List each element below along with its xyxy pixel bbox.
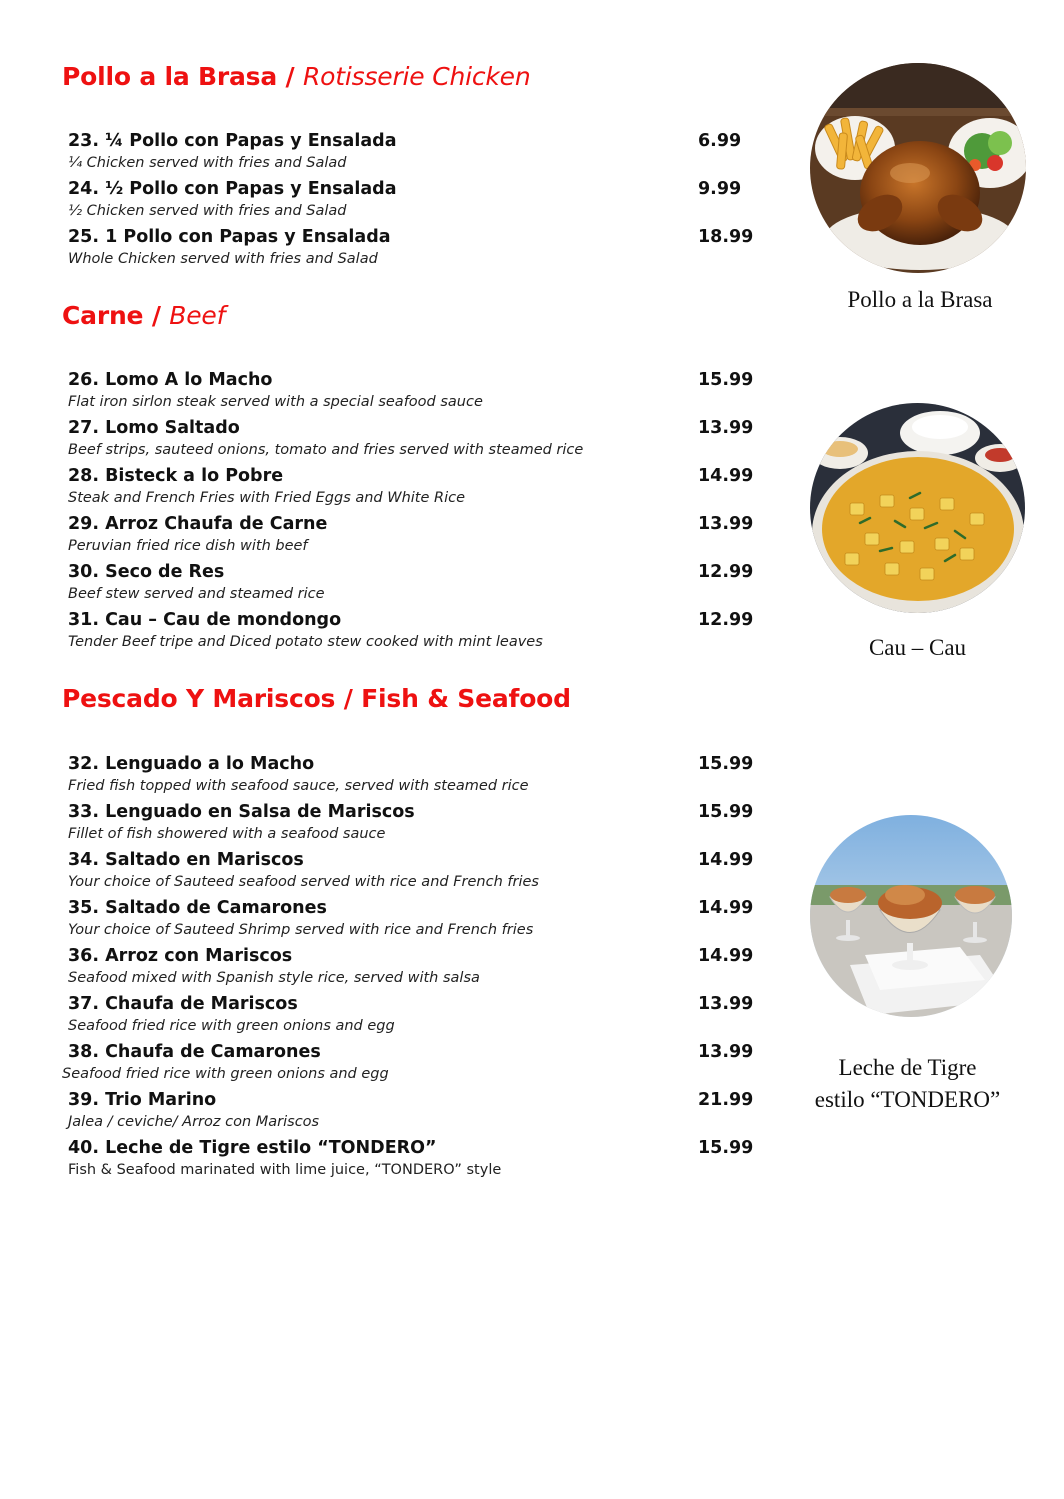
item-name: 29. Arroz Chaufa de Carne (68, 514, 328, 534)
item-description: Your choice of Sauteed seafood served with rice and French fries (68, 874, 539, 890)
section-title-carne (62, 301, 225, 330)
menu-item (68, 1136, 758, 1184)
item-name: 23. ¼ Pollo con Papas y Ensalada (68, 131, 397, 151)
item-price: 13.99 (698, 1042, 754, 1062)
photo-caption-cau-cau: Cau – Cau (868, 635, 967, 660)
item-description: Seafood fried rice with green onions and egg (68, 1018, 395, 1034)
item-description: Whole Chicken served with fries and Salad (68, 251, 378, 267)
item-name: 40. Leche de Tigre estilo “TONDERO” (68, 1138, 437, 1158)
item-description: Your choice of Sauteed Shrimp served with rice and French fries (68, 922, 534, 938)
section-title-pollo (62, 62, 531, 91)
menu-item (68, 464, 758, 512)
menu-item (68, 512, 758, 560)
photo-caption-leche-de-tigre (800, 1052, 1015, 1116)
item-price: 14.99 (698, 466, 754, 486)
rotisserie-chicken-photo (810, 63, 1026, 273)
item-description: Beef stew served and steamed rice (68, 586, 325, 602)
item-description: Peruvian fried rice dish with beef (68, 538, 308, 554)
section-title-en: Beef (169, 301, 226, 330)
item-description: Tender Beef tripe and Diced potato stew cooked with mint leaves (68, 634, 543, 650)
section-title-es: Carne (62, 301, 144, 330)
menu-item (68, 368, 758, 416)
menu-item (68, 560, 758, 608)
item-price: 14.99 (698, 850, 754, 870)
item-description: Beef strips, sauteed onions, tomato and fries served with steamed rice (68, 442, 584, 458)
leche-de-tigre-photo (810, 815, 1012, 1017)
item-description: Fried fish topped with seafood sauce, served with steamed rice (68, 778, 529, 794)
item-name: 28. Bisteck a lo Pobre (68, 466, 284, 486)
item-description: Seafood mixed with Spanish style rice, served with salsa (68, 970, 480, 986)
item-price: 21.99 (698, 1090, 754, 1110)
item-price: 13.99 (698, 418, 754, 438)
menu-item (68, 752, 758, 800)
item-description: Jalea / ceviche/ Arroz con Mariscos (68, 1114, 320, 1130)
item-price: 6.99 (698, 131, 742, 151)
menu-item (68, 992, 758, 1040)
item-name: 35. Saltado de Camarones (68, 898, 327, 918)
item-price: 12.99 (698, 610, 754, 630)
item-name: 27. Lomo Saltado (68, 418, 240, 438)
caption-line-1: Leche de Tigre (838, 1055, 977, 1080)
menu-item (62, 1040, 758, 1088)
item-name: 33. Lenguado en Salsa de Mariscos (68, 802, 415, 822)
item-name: 36. Arroz con Mariscos (68, 946, 293, 966)
section-title-es: Pollo a la Brasa (62, 62, 278, 91)
leche-de-tigre-icon (810, 815, 1012, 1017)
item-price: 15.99 (698, 754, 754, 774)
item-name: 34. Saltado en Mariscos (68, 850, 304, 870)
section-title-separator: / (277, 62, 303, 91)
menu-list-carne (68, 368, 758, 656)
item-description: Flat iron sirlon steak served with a special seafood sauce (68, 394, 483, 410)
item-description: ½ Chicken served with fries and Salad (68, 203, 347, 219)
menu-item (68, 129, 758, 177)
menu-item (68, 944, 758, 992)
menu-item (68, 416, 758, 464)
menu-item (68, 848, 758, 896)
menu-item (68, 1088, 758, 1136)
item-price: 14.99 (698, 898, 754, 918)
item-price: 9.99 (698, 179, 742, 199)
item-price: 18.99 (698, 227, 754, 247)
item-name: 32. Lenguado a lo Macho (68, 754, 315, 774)
menu-item (68, 225, 758, 273)
cau-cau-stew-icon (810, 403, 1025, 613)
item-name: 25. 1 Pollo con Papas y Ensalada (68, 227, 391, 247)
item-description: Steak and French Fries with Fried Eggs and White Rice (68, 490, 466, 506)
menu-item (68, 896, 758, 944)
item-name: 38. Chaufa de Camarones (68, 1042, 321, 1062)
item-price: 15.99 (698, 370, 754, 390)
section-title-en: Rotisserie Chicken (303, 62, 531, 91)
menu-item (68, 800, 758, 848)
item-description: Fish & Seafood marinated with lime juice, “TONDERO” style (68, 1162, 502, 1178)
item-name: 30. Seco de Res (68, 562, 225, 582)
menu-list-pescado (62, 752, 758, 1184)
item-name: 37. Chaufa de Mariscos (68, 994, 298, 1014)
rotisserie-chicken-icon (810, 63, 1026, 273)
item-price: 14.99 (698, 946, 754, 966)
item-name: 39. Trio Marino (68, 1090, 217, 1110)
photo-caption-pollo: Pollo a la Brasa (847, 287, 993, 312)
item-description: Fillet of fish showered with a seafood sauce (68, 826, 386, 842)
item-price: 13.99 (698, 514, 754, 534)
caption-line-2: estilo “TONDERO” (814, 1087, 1001, 1112)
item-price: 15.99 (698, 802, 754, 822)
item-price: 12.99 (698, 562, 754, 582)
menu-item (68, 608, 758, 656)
menu-item (68, 177, 758, 225)
item-name: 31. Cau – Cau de mondongo (68, 610, 342, 630)
menu-list-pollo (68, 129, 758, 273)
item-description: ¼ Chicken served with fries and Salad (68, 155, 347, 171)
section-title-separator: / (143, 301, 170, 330)
item-name: 26. Lomo A lo Macho (68, 370, 273, 390)
cau-cau-photo (810, 403, 1025, 613)
item-name: 24. ½ Pollo con Papas y Ensalada (68, 179, 397, 199)
section-title-pescado: Pescado Y Mariscos / Fish & Seafood (62, 684, 571, 713)
item-description: Seafood fried rice with green onions and egg (62, 1066, 389, 1082)
item-price: 15.99 (698, 1138, 754, 1158)
item-price: 13.99 (698, 994, 754, 1014)
